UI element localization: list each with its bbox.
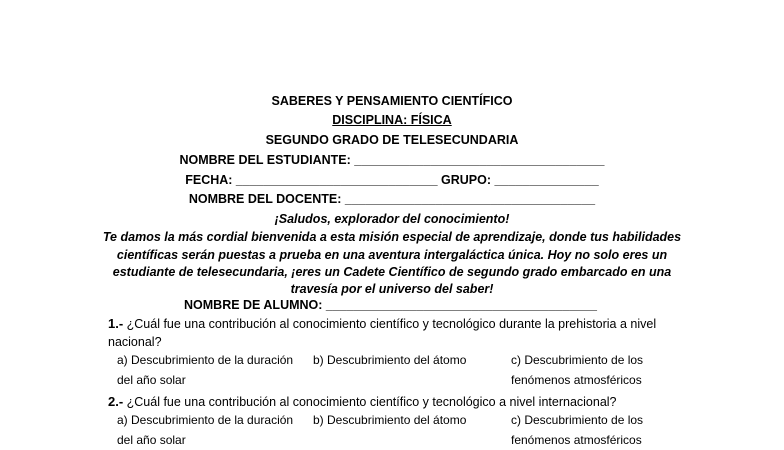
document-title: SABERES Y PENSAMIENTO CIENTÍFICO — [271, 94, 513, 108]
question-text: ¿Cuál fue una contribución al conocimiento científico y tecnológico a nivel internacional? — [123, 395, 617, 409]
q1-option-b — [313, 350, 466, 370]
intro-line-4: travesía por el universo del saber! — [290, 282, 494, 296]
grade-heading: SEGUNDO GRADO DE TELESECUNDARIA — [265, 133, 519, 147]
option-a-line-2: del año solar — [117, 433, 186, 447]
option-c-line-2: fenómenos atmosféricos — [511, 373, 642, 387]
intro-line-1: Te damos la más cordial bienvenida a esta misión especial de aprendizaje, donde tus habilidades — [102, 230, 682, 244]
option-b-line-1: b) Descubrimiento del átomo — [313, 353, 467, 367]
option-a-line-1: a) Descubrimiento de la duración — [117, 353, 294, 367]
option-b-line-1: b) Descubrimiento del átomo — [313, 413, 467, 427]
q1-option-a — [117, 350, 293, 390]
date-group-field: FECHA: _____________________________ GRUPO: _______________ — [185, 173, 599, 187]
question-text: ¿Cuál fue una contribución al conocimiento científico y tecnológico durante la prehistoria a nivel — [123, 317, 657, 331]
question-number: 2.- — [108, 394, 124, 409]
intro-line-2: científicas serán puestas a prueba en una aventura intergaláctica única. Hoy no solo eres un — [116, 248, 668, 262]
q2-option-a — [117, 410, 293, 450]
greeting: ¡Saludos, explorador del conocimiento! — [274, 212, 510, 226]
discipline-heading: DISCIPLINA: FÍSICA — [332, 113, 452, 127]
option-c-line-1: c) Descubrimiento de los — [511, 353, 644, 367]
question-number: 1.- — [108, 316, 124, 331]
alumno-name-field: NOMBRE DE ALUMNO: _______________________________________ — [184, 298, 598, 312]
q1-option-c — [511, 350, 643, 390]
option-c-line-1: c) Descubrimiento de los — [511, 413, 644, 427]
q2-option-c — [511, 410, 643, 450]
intro-line-3: estudiante de telesecundaria, ¡eres un Cadete Científico de segundo grado embarcado en una — [112, 265, 672, 279]
option-a-line-2: del año solar — [117, 373, 186, 387]
question-1-cont: nacional? — [108, 335, 162, 349]
question-1 — [108, 316, 656, 332]
teacher-name-field: NOMBRE DEL DOCENTE: ____________________________________ — [188, 192, 596, 206]
option-a-line-1: a) Descubrimiento de la duración — [117, 413, 294, 427]
question-2 — [108, 394, 617, 410]
q2-option-b — [313, 410, 466, 430]
student-name-field: NOMBRE DEL ESTUDIANTE: ____________________________________ — [179, 153, 605, 167]
option-c-line-2: fenómenos atmosféricos — [511, 433, 642, 447]
